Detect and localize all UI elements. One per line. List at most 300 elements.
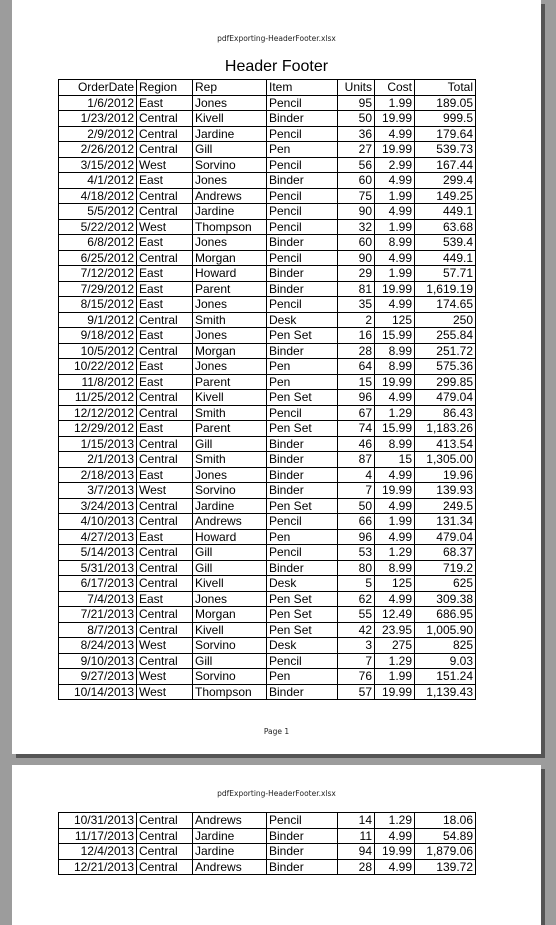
units-cell: 15	[338, 374, 375, 390]
item-cell: Pencil	[267, 95, 338, 111]
table-row	[59, 813, 476, 829]
order-date-cell: 5/5/2012	[59, 204, 137, 220]
total-cell: 174.65	[415, 297, 476, 313]
region-cell: East	[137, 467, 193, 483]
region-cell: East	[137, 95, 193, 111]
page-header-filename: pdfExporting-HeaderFooter.xlsx	[217, 34, 336, 43]
total-cell: 1,183.26	[415, 421, 476, 437]
total-cell: 479.04	[415, 390, 476, 406]
item-cell: Pencil	[267, 250, 338, 266]
rep-cell: Jones	[193, 95, 267, 111]
cost-cell: 4.99	[375, 859, 415, 875]
table-row	[59, 281, 476, 297]
cost-cell: 15.99	[375, 328, 415, 344]
total-cell: 1,879.06	[415, 844, 476, 860]
order-date-cell: 5/22/2012	[59, 219, 137, 235]
total-cell: 625	[415, 576, 476, 592]
total-cell: 68.37	[415, 545, 476, 561]
cost-cell: 19.99	[375, 483, 415, 499]
table-row	[59, 483, 476, 499]
header-row	[59, 80, 476, 96]
total-cell: 575.36	[415, 359, 476, 375]
table-row	[59, 157, 476, 173]
col-header-cost: Cost	[375, 80, 415, 96]
item-cell: Binder	[267, 452, 338, 468]
table-row	[59, 359, 476, 375]
data-table-page-2	[58, 812, 476, 875]
rep-cell: Jardine	[193, 828, 267, 844]
order-date-cell: 3/24/2013	[59, 498, 137, 514]
item-cell: Pen Set	[267, 390, 338, 406]
rep-cell: Morgan	[193, 343, 267, 359]
rep-cell: Jardine	[193, 498, 267, 514]
total-cell: 413.54	[415, 436, 476, 452]
item-cell: Binder	[267, 266, 338, 282]
item-cell: Binder	[267, 828, 338, 844]
units-cell: 67	[338, 405, 375, 421]
col-header-rep: Rep	[193, 80, 267, 96]
units-cell: 2	[338, 312, 375, 328]
total-cell: 825	[415, 638, 476, 654]
cost-cell: 1.99	[375, 219, 415, 235]
rep-cell: Jardine	[193, 204, 267, 220]
units-cell: 3	[338, 638, 375, 654]
units-cell: 87	[338, 452, 375, 468]
cost-cell: 1.29	[375, 405, 415, 421]
table-row	[59, 828, 476, 844]
order-date-cell: 8/7/2013	[59, 622, 137, 638]
cost-cell: 19.99	[375, 111, 415, 127]
rep-cell: Parent	[193, 421, 267, 437]
cost-cell: 19.99	[375, 374, 415, 390]
table-row	[59, 560, 476, 576]
col-header-units: Units	[338, 80, 375, 96]
cost-cell: 1.29	[375, 653, 415, 669]
order-date-cell: 2/26/2012	[59, 142, 137, 158]
order-date-cell: 5/31/2013	[59, 560, 137, 576]
region-cell: Central	[137, 560, 193, 576]
order-date-cell: 12/4/2013	[59, 844, 137, 860]
table-row	[59, 576, 476, 592]
table-row	[59, 638, 476, 654]
table-row	[59, 421, 476, 437]
total-cell: 1,619.19	[415, 281, 476, 297]
region-cell: Central	[137, 828, 193, 844]
order-date-cell: 4/18/2012	[59, 188, 137, 204]
item-cell: Binder	[267, 436, 338, 452]
region-cell: Central	[137, 126, 193, 142]
pdf-page-1	[12, 0, 541, 754]
item-cell: Pen Set	[267, 607, 338, 623]
rep-cell: Parent	[193, 281, 267, 297]
order-date-cell: 10/22/2012	[59, 359, 137, 375]
order-date-cell: 5/14/2013	[59, 545, 137, 561]
units-cell: 66	[338, 514, 375, 530]
units-cell: 95	[338, 95, 375, 111]
cost-cell: 4.99	[375, 498, 415, 514]
table-row	[59, 312, 476, 328]
total-cell: 1,139.43	[415, 684, 476, 700]
order-date-cell: 9/1/2012	[59, 312, 137, 328]
table-row	[59, 235, 476, 251]
order-date-cell: 3/7/2013	[59, 483, 137, 499]
units-cell: 42	[338, 622, 375, 638]
units-cell: 16	[338, 328, 375, 344]
region-cell: Central	[137, 498, 193, 514]
table-row	[59, 405, 476, 421]
cost-cell: 8.99	[375, 359, 415, 375]
cost-cell: 4.99	[375, 250, 415, 266]
cost-cell: 1.99	[375, 95, 415, 111]
total-cell: 449.1	[415, 250, 476, 266]
table-row	[59, 684, 476, 700]
total-cell: 539.4	[415, 235, 476, 251]
region-cell: Central	[137, 545, 193, 561]
order-date-cell: 2/1/2013	[59, 452, 137, 468]
item-cell: Binder	[267, 235, 338, 251]
total-cell: 449.1	[415, 204, 476, 220]
page-footer-number: Page 1	[263, 727, 290, 736]
total-cell: 149.25	[415, 188, 476, 204]
cost-cell: 1.99	[375, 669, 415, 685]
cost-cell: 125	[375, 312, 415, 328]
region-cell: Central	[137, 204, 193, 220]
region-cell: Central	[137, 607, 193, 623]
units-cell: 28	[338, 343, 375, 359]
order-date-cell: 11/8/2012	[59, 374, 137, 390]
region-cell: Central	[137, 343, 193, 359]
region-cell: Central	[137, 813, 193, 829]
rep-cell: Jones	[193, 359, 267, 375]
cost-cell: 19.99	[375, 281, 415, 297]
order-date-cell: 6/17/2013	[59, 576, 137, 592]
units-cell: 57	[338, 684, 375, 700]
table-row	[59, 622, 476, 638]
rep-cell: Jones	[193, 591, 267, 607]
table-row	[59, 219, 476, 235]
table-row	[59, 436, 476, 452]
cost-cell: 12.49	[375, 607, 415, 623]
rep-cell: Gill	[193, 436, 267, 452]
item-cell: Pen	[267, 374, 338, 390]
order-date-cell: 1/6/2012	[59, 95, 137, 111]
units-cell: 90	[338, 204, 375, 220]
order-date-cell: 12/29/2012	[59, 421, 137, 437]
cost-cell: 4.99	[375, 390, 415, 406]
order-date-cell: 4/1/2012	[59, 173, 137, 189]
units-cell: 50	[338, 111, 375, 127]
units-cell: 75	[338, 188, 375, 204]
units-cell: 60	[338, 235, 375, 251]
region-cell: East	[137, 266, 193, 282]
item-cell: Binder	[267, 343, 338, 359]
item-cell: Binder	[267, 844, 338, 860]
rep-cell: Jones	[193, 235, 267, 251]
order-date-cell: 8/15/2012	[59, 297, 137, 313]
region-cell: West	[137, 483, 193, 499]
units-cell: 28	[338, 859, 375, 875]
cost-cell: 4.99	[375, 591, 415, 607]
total-cell: 1,005.90	[415, 622, 476, 638]
cost-cell: 2.99	[375, 157, 415, 173]
table-row	[59, 126, 476, 142]
cost-cell: 15	[375, 452, 415, 468]
item-cell: Binder	[267, 281, 338, 297]
item-cell: Pencil	[267, 126, 338, 142]
table-row	[59, 607, 476, 623]
region-cell: Central	[137, 859, 193, 875]
cost-cell: 4.99	[375, 204, 415, 220]
units-cell: 60	[338, 173, 375, 189]
units-cell: 81	[338, 281, 375, 297]
item-cell: Pencil	[267, 204, 338, 220]
sheet-title: Header Footer	[224, 58, 329, 75]
rep-cell: Smith	[193, 312, 267, 328]
region-cell: West	[137, 219, 193, 235]
cost-cell: 1.99	[375, 188, 415, 204]
rep-cell: Andrews	[193, 514, 267, 530]
item-cell: Pencil	[267, 157, 338, 173]
cost-cell: 4.99	[375, 529, 415, 545]
rep-cell: Andrews	[193, 813, 267, 829]
units-cell: 64	[338, 359, 375, 375]
units-cell: 32	[338, 219, 375, 235]
units-cell: 27	[338, 142, 375, 158]
item-cell: Pen Set	[267, 498, 338, 514]
cost-cell: 19.99	[375, 844, 415, 860]
units-cell: 90	[338, 250, 375, 266]
cost-cell: 8.99	[375, 235, 415, 251]
table-row	[59, 266, 476, 282]
table-row	[59, 498, 476, 514]
order-date-cell: 10/5/2012	[59, 343, 137, 359]
region-cell: East	[137, 297, 193, 313]
cost-cell: 4.99	[375, 297, 415, 313]
units-cell: 29	[338, 266, 375, 282]
region-cell: East	[137, 591, 193, 607]
region-cell: Central	[137, 188, 193, 204]
table-row	[59, 653, 476, 669]
rep-cell: Gill	[193, 560, 267, 576]
cost-cell: 19.99	[375, 142, 415, 158]
region-cell: West	[137, 669, 193, 685]
total-cell: 63.68	[415, 219, 476, 235]
order-date-cell: 12/21/2013	[59, 859, 137, 875]
order-date-cell: 7/4/2013	[59, 591, 137, 607]
region-cell: Central	[137, 436, 193, 452]
cost-cell: 1.99	[375, 266, 415, 282]
rep-cell: Sorvino	[193, 669, 267, 685]
rep-cell: Andrews	[193, 188, 267, 204]
region-cell: Central	[137, 452, 193, 468]
order-date-cell: 6/8/2012	[59, 235, 137, 251]
cost-cell: 8.99	[375, 343, 415, 359]
table-row	[59, 111, 476, 127]
units-cell: 4	[338, 467, 375, 483]
order-date-cell: 11/17/2013	[59, 828, 137, 844]
region-cell: Central	[137, 250, 193, 266]
order-date-cell: 7/29/2012	[59, 281, 137, 297]
rep-cell: Parent	[193, 374, 267, 390]
region-cell: Central	[137, 622, 193, 638]
units-cell: 74	[338, 421, 375, 437]
item-cell: Pen	[267, 359, 338, 375]
order-date-cell: 4/10/2013	[59, 514, 137, 530]
item-cell: Pen	[267, 669, 338, 685]
units-cell: 36	[338, 126, 375, 142]
table-row	[59, 297, 476, 313]
table-row	[59, 452, 476, 468]
total-cell: 251.72	[415, 343, 476, 359]
region-cell: East	[137, 529, 193, 545]
order-date-cell: 9/27/2013	[59, 669, 137, 685]
region-cell: East	[137, 328, 193, 344]
rep-cell: Jardine	[193, 126, 267, 142]
units-cell: 7	[338, 483, 375, 499]
cost-cell: 1.99	[375, 514, 415, 530]
cost-cell: 1.29	[375, 813, 415, 829]
rep-cell: Sorvino	[193, 483, 267, 499]
item-cell: Desk	[267, 576, 338, 592]
total-cell: 18.06	[415, 813, 476, 829]
pdf-page-2	[12, 765, 541, 925]
table-row	[59, 859, 476, 875]
rep-cell: Thompson	[193, 219, 267, 235]
rep-cell: Kivell	[193, 390, 267, 406]
region-cell: Central	[137, 514, 193, 530]
region-cell: Central	[137, 111, 193, 127]
order-date-cell: 9/10/2013	[59, 653, 137, 669]
rep-cell: Gill	[193, 545, 267, 561]
rep-cell: Jones	[193, 297, 267, 313]
order-date-cell: 2/9/2012	[59, 126, 137, 142]
item-cell: Pencil	[267, 545, 338, 561]
rep-cell: Howard	[193, 529, 267, 545]
total-cell: 479.04	[415, 529, 476, 545]
region-cell: West	[137, 684, 193, 700]
total-cell: 131.34	[415, 514, 476, 530]
rep-cell: Kivell	[193, 111, 267, 127]
cost-cell: 4.99	[375, 467, 415, 483]
table-row	[59, 250, 476, 266]
cost-cell: 275	[375, 638, 415, 654]
table-row	[59, 844, 476, 860]
table-row	[59, 142, 476, 158]
cost-cell: 4.99	[375, 173, 415, 189]
rep-cell: Kivell	[193, 622, 267, 638]
item-cell: Binder	[267, 859, 338, 875]
total-cell: 57.71	[415, 266, 476, 282]
item-cell: Desk	[267, 638, 338, 654]
units-cell: 56	[338, 157, 375, 173]
item-cell: Pencil	[267, 653, 338, 669]
region-cell: East	[137, 235, 193, 251]
table-row	[59, 188, 476, 204]
item-cell: Pen	[267, 529, 338, 545]
table-row	[59, 204, 476, 220]
item-cell: Pencil	[267, 219, 338, 235]
item-cell: Pen Set	[267, 421, 338, 437]
total-cell: 999.5	[415, 111, 476, 127]
table-row	[59, 669, 476, 685]
item-cell: Binder	[267, 173, 338, 189]
total-cell: 1,305.00	[415, 452, 476, 468]
region-cell: Central	[137, 390, 193, 406]
item-cell: Binder	[267, 560, 338, 576]
table-row	[59, 514, 476, 530]
region-cell: East	[137, 374, 193, 390]
table-row	[59, 467, 476, 483]
item-cell: Pen Set	[267, 591, 338, 607]
col-header-item: Item	[267, 80, 338, 96]
units-cell: 46	[338, 436, 375, 452]
item-cell: Desk	[267, 312, 338, 328]
item-cell: Pen Set	[267, 328, 338, 344]
units-cell: 53	[338, 545, 375, 561]
total-cell: 255.84	[415, 328, 476, 344]
col-header-region: Region	[137, 80, 193, 96]
units-cell: 50	[338, 498, 375, 514]
total-cell: 309.38	[415, 591, 476, 607]
cost-cell: 8.99	[375, 560, 415, 576]
rep-cell: Andrews	[193, 859, 267, 875]
table-row	[59, 591, 476, 607]
table-row	[59, 343, 476, 359]
order-date-cell: 7/21/2013	[59, 607, 137, 623]
total-cell: 54.89	[415, 828, 476, 844]
table-row	[59, 545, 476, 561]
units-cell: 55	[338, 607, 375, 623]
units-cell: 96	[338, 390, 375, 406]
item-cell: Pencil	[267, 188, 338, 204]
total-cell: 179.64	[415, 126, 476, 142]
total-cell: 249.5	[415, 498, 476, 514]
col-header-total: Total	[415, 80, 476, 96]
cost-cell: 23.95	[375, 622, 415, 638]
cost-cell: 1.29	[375, 545, 415, 561]
total-cell: 250	[415, 312, 476, 328]
total-cell: 719.2	[415, 560, 476, 576]
item-cell: Pencil	[267, 297, 338, 313]
table-row	[59, 173, 476, 189]
item-cell: Pencil	[267, 514, 338, 530]
item-cell: Binder	[267, 684, 338, 700]
total-cell: 139.72	[415, 859, 476, 875]
units-cell: 5	[338, 576, 375, 592]
order-date-cell: 8/24/2013	[59, 638, 137, 654]
rep-cell: Smith	[193, 405, 267, 421]
item-cell: Pen Set	[267, 622, 338, 638]
total-cell: 189.05	[415, 95, 476, 111]
rep-cell: Jones	[193, 173, 267, 189]
total-cell: 86.43	[415, 405, 476, 421]
region-cell: Central	[137, 142, 193, 158]
total-cell: 539.73	[415, 142, 476, 158]
item-cell: Binder	[267, 483, 338, 499]
total-cell: 167.44	[415, 157, 476, 173]
region-cell: Central	[137, 844, 193, 860]
table-row	[59, 328, 476, 344]
rep-cell: Morgan	[193, 250, 267, 266]
table-row	[59, 95, 476, 111]
rep-cell: Sorvino	[193, 157, 267, 173]
cost-cell: 4.99	[375, 126, 415, 142]
cost-cell: 19.99	[375, 684, 415, 700]
cost-cell: 8.99	[375, 436, 415, 452]
cost-cell: 4.99	[375, 828, 415, 844]
units-cell: 96	[338, 529, 375, 545]
region-cell: West	[137, 157, 193, 173]
